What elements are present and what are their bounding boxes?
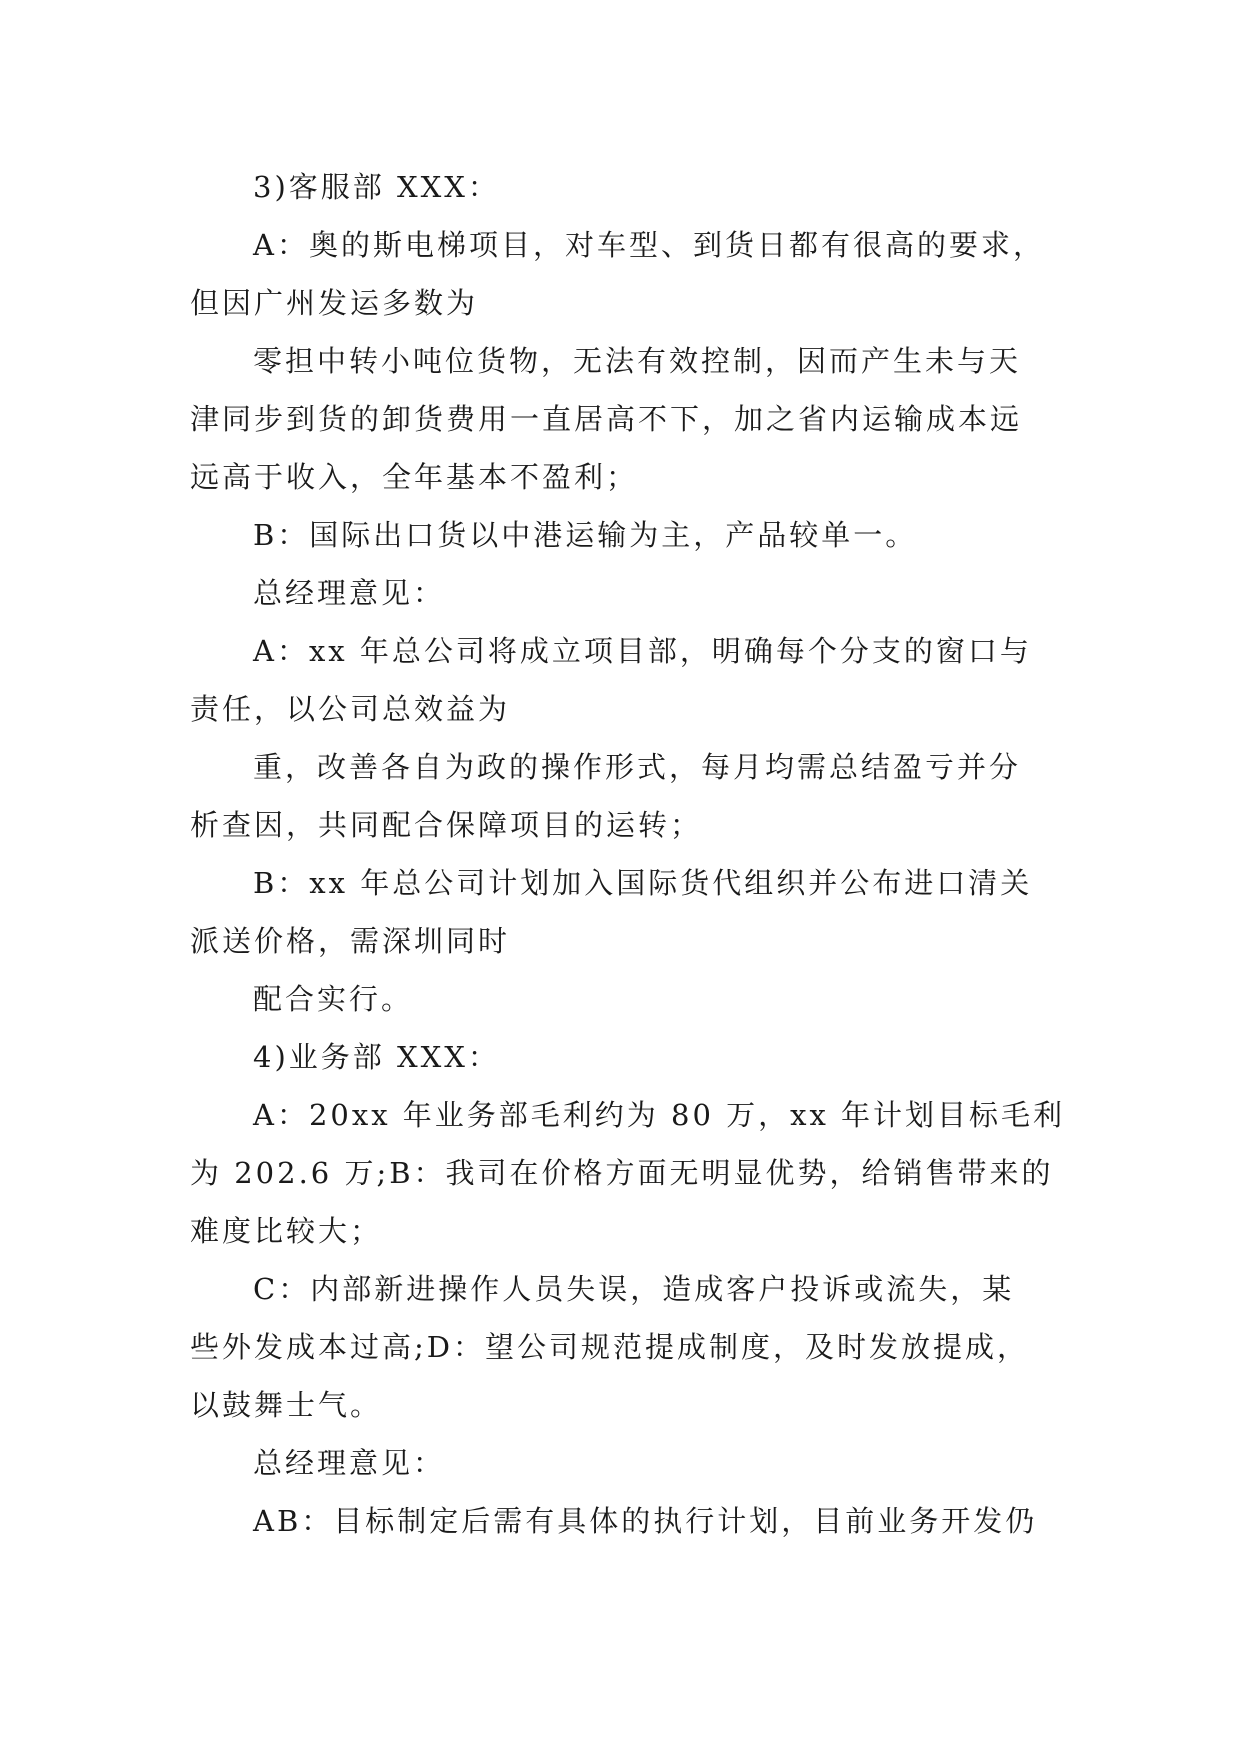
text-line: 3)客服部 XXX：: [253, 170, 500, 204]
text-line: 重，改善各自为政的操作形式，每月均需总结盈亏并分: [253, 750, 1022, 784]
text-line: AB：目标制定后需有具体的执行计划，目前业务开发仍: [253, 1504, 1038, 1538]
text-line: A：xx 年总公司将成立项目部，明确每个分支的窗口与: [253, 634, 1032, 668]
text-line: 以鼓舞士气。: [190, 1388, 383, 1422]
text-line: 配合实行。: [253, 982, 414, 1016]
text-line: A：20xx 年业务部毛利约为 80 万，xx 年计划目标毛利: [253, 1098, 1066, 1132]
document-body: [190, 158, 1066, 1550]
text-line: 些外发成本过高;D：望公司规范提成制度，及时发放提成，: [190, 1330, 1030, 1364]
text-line: 为 202.6 万;B：我司在价格方面无明显优势，给销售带来的: [190, 1156, 1054, 1190]
text-line: 远高于收入，全年基本不盈利；: [190, 460, 639, 494]
text-line: 零担中转小吨位货物，无法有效控制，因而产生未与天: [253, 344, 1022, 378]
text-line: 派送价格，需深圳同时: [190, 924, 511, 958]
text-line: 总经理意见：: [253, 576, 446, 610]
text-line: 总经理意见：: [253, 1446, 446, 1480]
text-line: 津同步到货的卸货费用一直居高不下，加之省内运输成本远: [190, 402, 1023, 436]
text-line: 析查因，共同配合保障项目的运转；: [190, 808, 703, 842]
text-line: 难度比较大；: [190, 1214, 383, 1248]
text-line: A：奥的斯电梯项目，对车型、到货日都有很高的要求，: [253, 228, 1045, 262]
text-line: B：国际出口货以中港运输为主，产品较单一。: [253, 518, 918, 552]
text-line: 责任，以公司总效益为: [190, 692, 511, 726]
text-line: B：xx 年总公司计划加入国际货代组织并公布进口清关: [253, 866, 1033, 900]
text-line: 4)业务部 XXX：: [253, 1040, 500, 1074]
text-line: 但因广州发运多数为: [190, 286, 479, 320]
text-line: C：内部新进操作人员失误，造成客户投诉或流失，某: [253, 1272, 1015, 1306]
